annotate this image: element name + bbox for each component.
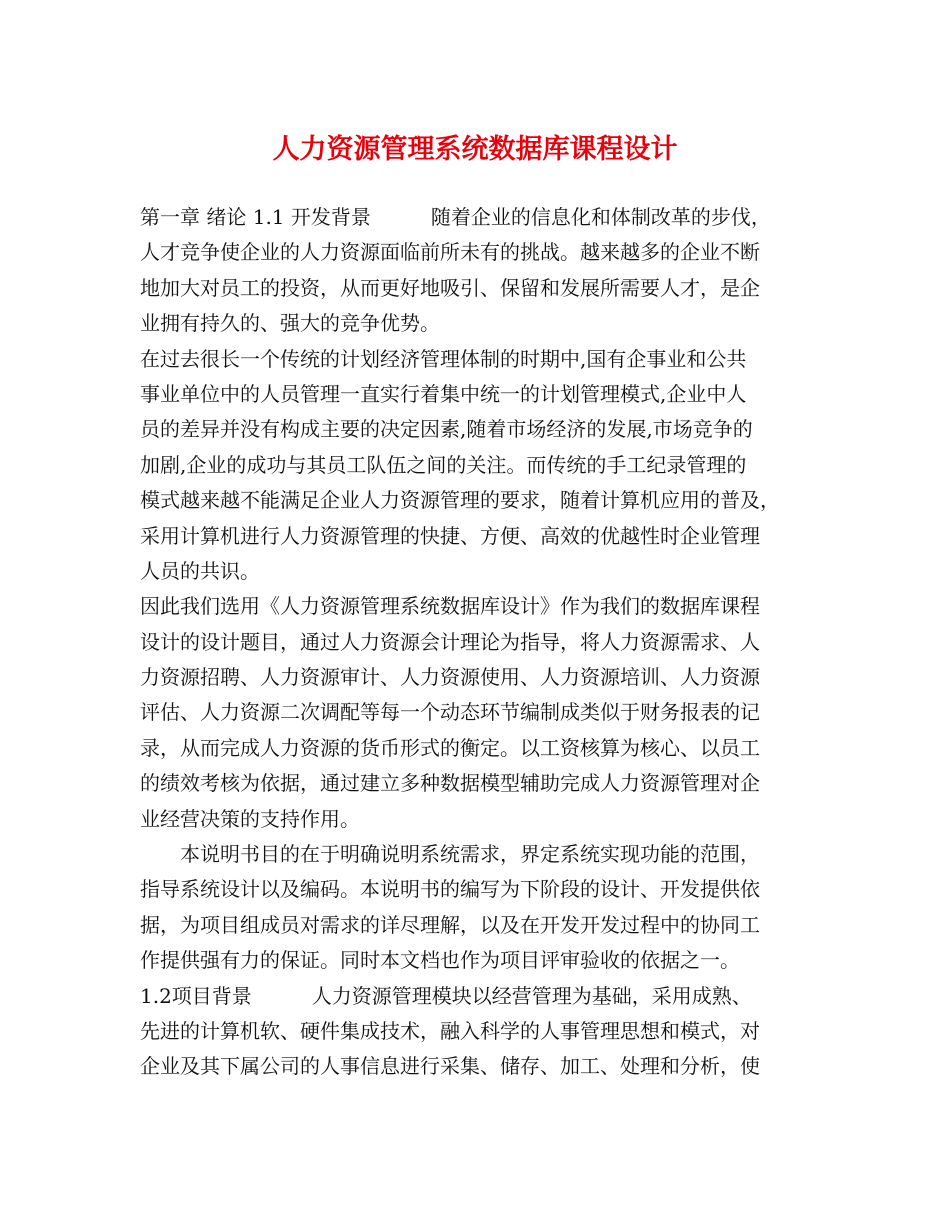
text-line: 因此我们选用《人力资源管理系统数据库设计》作为我们的数据库课程 — [140, 594, 760, 619]
text-line: 员的差异并没有构成主要的决定因素,随着市场经济的发展,市场竞争的 — [140, 417, 753, 442]
text-line: 录，从而完成人力资源的货币形式的衡定。以工资核算为核心、以员工 — [140, 735, 760, 760]
text-line: 据，为项目组成员对需求的详尽理解，以及在开发开发过程中的协同工 — [140, 912, 760, 937]
text-line: 1.2项目背景 人力资源管理模块以经营管理为基础，采用成熟、 — [140, 983, 752, 1008]
text-line: 加剧,企业的成功与其员工队伍之间的关注。而传统的手工纪录管理的 — [140, 452, 747, 477]
text-line: 力资源招聘、人力资源审计、人力资源使用、人力资源培训、人力资源 — [140, 665, 760, 690]
text-line: 本说明书目的在于明确说明系统需求，界定系统实现功能的范围， — [140, 842, 760, 867]
text-line: 业经营决策的支持作用。 — [140, 806, 360, 831]
text-line: 第一章 绪论 1.1 开发背景 随着企业的信息化和体制改革的步伐， — [140, 205, 771, 229]
text-line: 先进的计算机软、硬件集成技术，融入科学的人事管理思想和模式，对 — [140, 1018, 760, 1043]
document-body — [140, 200, 830, 1085]
text-line: 人员的共识。 — [140, 558, 260, 583]
text-line: 企业及其下属公司的人事信息进行采集、储存、加工、处理和分析，使 — [140, 1054, 760, 1079]
text-line: 设计的设计题目，通过人力资源会计理论为指导，将人力资源需求、人 — [140, 629, 760, 654]
text-line: 评估、人力资源二次调配等每一个动态环节编制成类似于财务报表的记 — [140, 700, 760, 725]
document-title: 人力资源管理系统数据库课程设计 — [272, 134, 678, 165]
text-line: 人才竞争使企业的人力资源面临前所未有的挑战。越来越多的企业不断 — [140, 240, 760, 265]
text-line: 事业单位中的人员管理一直实行着集中统一的计划管理模式,企业中人 — [140, 381, 747, 406]
text-line: 业拥有持久的、强大的竞争优势。 — [140, 311, 440, 336]
text-line: 的绩效考核为依据，通过建立多种数据模型辅助完成人力资源管理对企 — [140, 771, 760, 796]
text-line: 指导系统设计以及编码。本说明书的编写为下阶段的设计、开发提供依 — [140, 877, 760, 902]
text-line: 采用计算机进行人力资源管理的快捷、方便、高效的优越性时企业管理 — [140, 523, 760, 548]
text-line: 作提供强有力的保证。同时本文档也作为项目评审验收的依据之一。 — [140, 948, 740, 973]
text-line: 地加大对员工的投资，从而更好地吸引、保留和发展所需要人才，是企 — [140, 275, 760, 300]
text-line: 模式越来越不能满足企业人力资源管理的要求，随着计算机应用的普及， — [140, 488, 780, 513]
text-line: 在过去很长一个传统的计划经济管理体制的时期中,国有企事业和公共 — [140, 346, 747, 371]
